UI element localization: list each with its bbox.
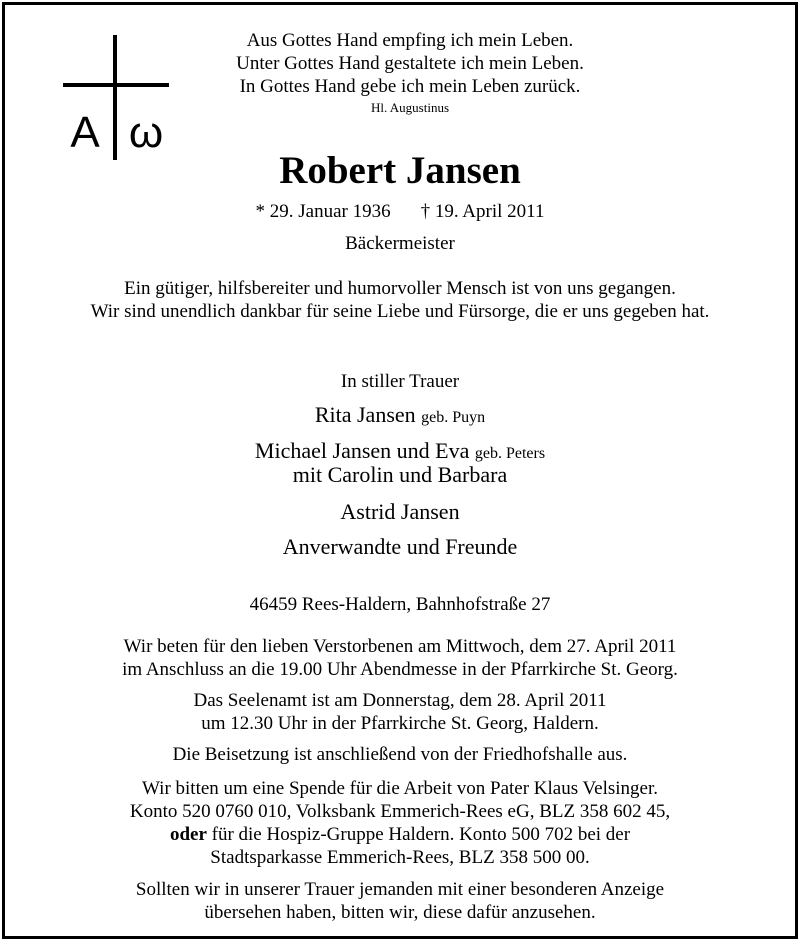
closing-line-2: übersehen haben, bitten wir, diese dafür anzusehen. [204, 902, 596, 923]
profession: Bäckermeister [345, 233, 455, 254]
mourner-name: Michael Jansen und Eva [254, 438, 470, 463]
burial-info: Die Beisetzung ist anschließend von der Friedhofshalle aus. [172, 744, 628, 765]
requiem-line-2: um 12.30 Uhr in der Pfarrkirche St. Georg, Haldern. [201, 713, 599, 734]
deceased-name: Robert Jansen [279, 149, 521, 192]
obituary-notice [2, 2, 798, 939]
death-date: † 19. April 2011 [420, 201, 545, 222]
mourner-relatives: Anverwandte und Freunde [282, 534, 518, 559]
closing-line-1: Sollten wir in unserer Trauer jemanden mit einer besonderen Anzeige [135, 879, 665, 900]
donation-line-2: Konto 520 0760 010, Volksbank Emmerich-Rees eG, BLZ 358 602 45, [129, 801, 671, 822]
donation-line-3 [5, 825, 795, 844]
mourner-rita [5, 404, 795, 426]
tribute-line-1: Ein gütiger, hilfsbereiter und humorvoller Mensch ist von uns gegangen. [124, 278, 676, 299]
mourner-name: Rita Jansen [314, 402, 416, 427]
tribute-line-2: Wir sind unendlich dankbar für seine Liebe und Fürsorge, die er uns gegeben hat. [90, 301, 710, 322]
quote-line-1: Aus Gottes Hand empfing ich mein Leben. [246, 30, 574, 51]
birth-date: * 29. Januar 1936 [255, 201, 391, 222]
maiden-name-note: geb. Peters [474, 445, 546, 462]
alpha-glyph: A [70, 108, 100, 157]
donation-or: oder [169, 824, 207, 845]
quote-attribution: Hl. Augustinus [370, 100, 449, 115]
mourner-astrid: Astrid Jansen [340, 499, 460, 524]
mourner-children: mit Carolin und Barbara [292, 462, 508, 487]
mourning-heading: In stiller Trauer [340, 371, 460, 392]
requiem-line-1: Das Seelenamt ist am Donnerstag, dem 28. April 2011 [193, 690, 607, 711]
omega-glyph: ω [128, 108, 164, 157]
donation-line-1: Wir bitten um eine Spende für die Arbeit von Pater Klaus Velsinger. [142, 778, 658, 799]
family-address: 46459 Rees-Haldern, Bahnhofstraße 27 [249, 594, 551, 615]
service-line-1: Wir beten für den lieben Verstorbenen am Mittwoch, dem 27. April 2011 [123, 636, 677, 657]
quote-line-2: Unter Gottes Hand gestaltete ich mein Leben. [236, 53, 584, 74]
life-dates [5, 202, 795, 221]
donation-hospice: für die Hospiz-Gruppe Haldern. Konto 500 702 bei der [206, 824, 631, 845]
maiden-name-note: geb. Puyn [421, 409, 486, 426]
service-line-2: im Anschluss an die 19.00 Uhr Abendmesse in der Pfarrkirche St. Georg. [122, 659, 678, 680]
donation-line-4: Stadtsparkasse Emmerich-Rees, BLZ 358 500 00. [210, 847, 590, 868]
mourner-michael [5, 440, 795, 462]
quote-line-3: In Gottes Hand gebe ich mein Leben zurück. [239, 76, 581, 97]
